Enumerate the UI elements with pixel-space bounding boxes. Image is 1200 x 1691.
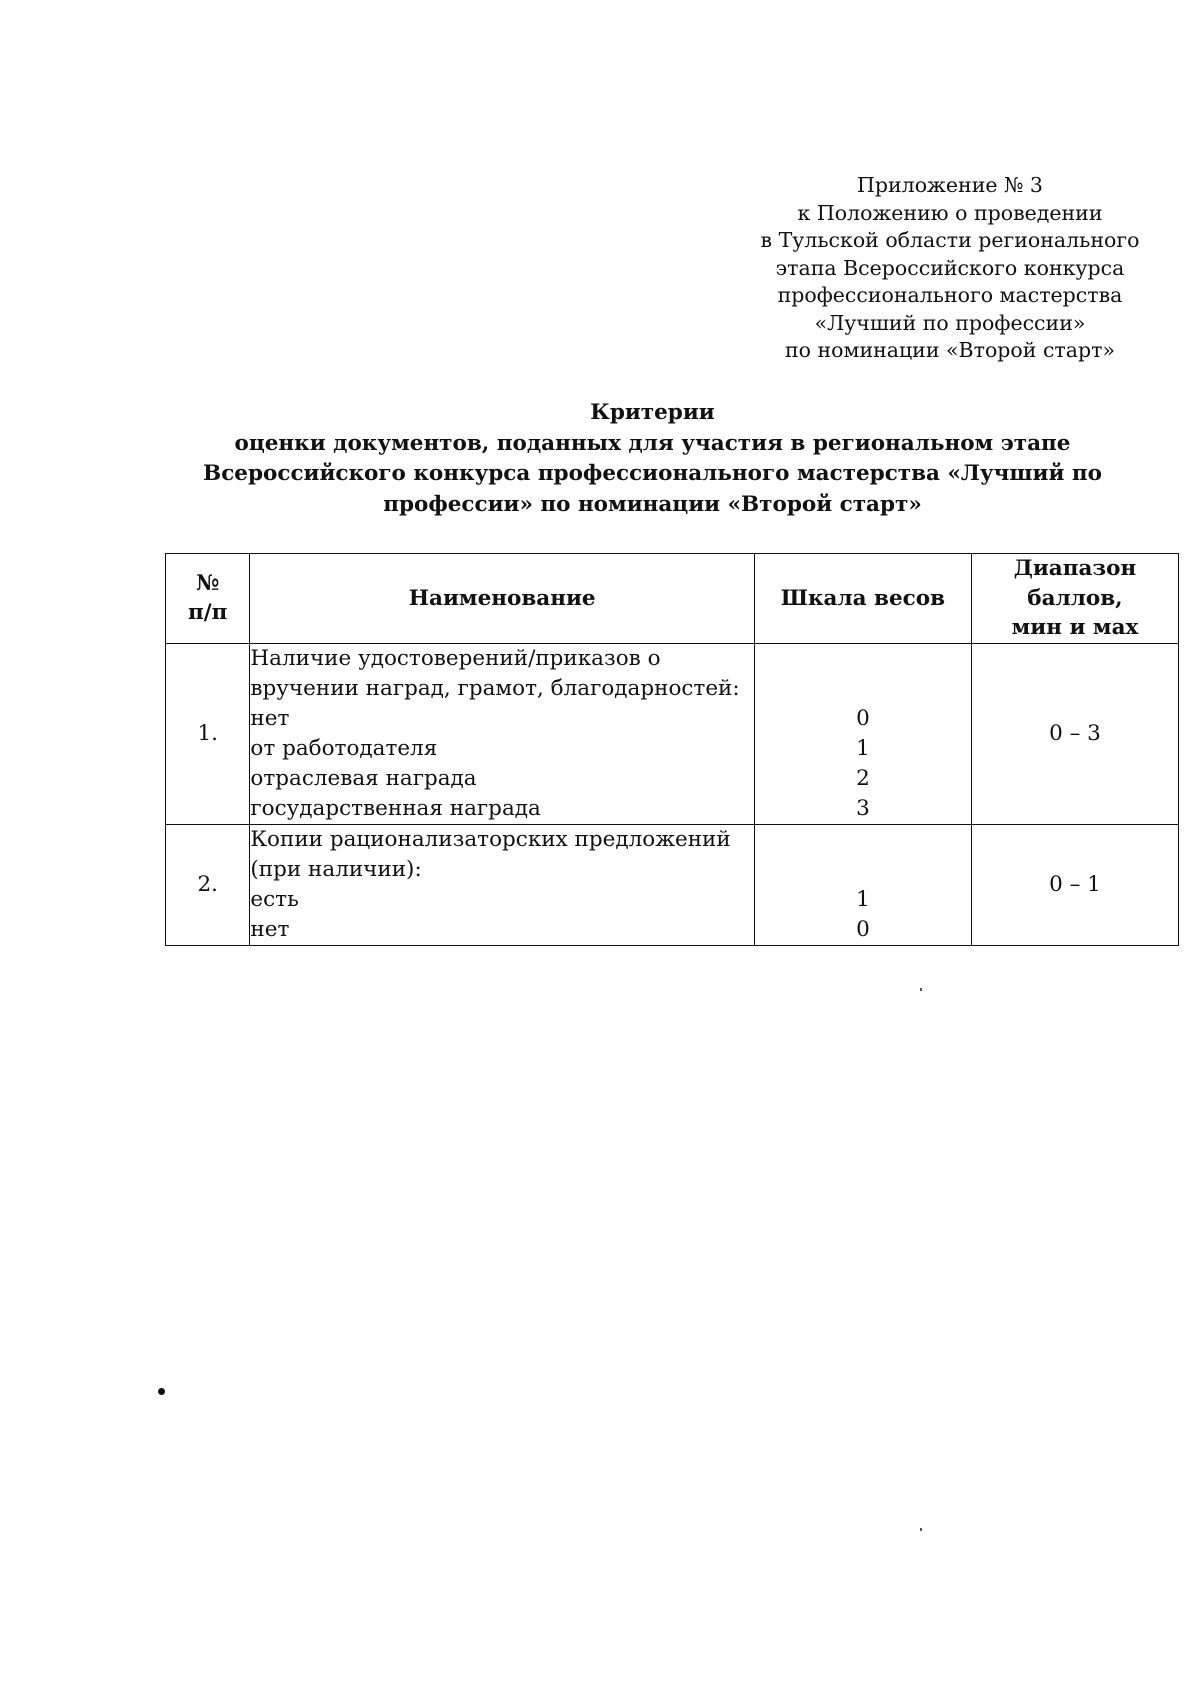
appendix-note [745, 172, 1155, 365]
appendix-line: к Положению о проведении [797, 200, 1103, 225]
appendix-line: этапа Всероссийского конкурса [775, 255, 1125, 280]
title-line: Критерии [590, 400, 715, 425]
title-line: Всероссийского конкурса профессионального мастерства «Лучший по [203, 461, 1102, 486]
row-number: 2. [166, 824, 250, 945]
header-scale: Шкала весов [754, 554, 971, 644]
table-row [166, 643, 1179, 824]
criteria-table [165, 553, 1179, 946]
title-line: оценки документов, поданных для участия в региональном этапе [234, 430, 1071, 456]
appendix-line: профессионального мастерства [777, 283, 1123, 307]
table-row [166, 824, 1179, 945]
row-scale: 1 0 [754, 824, 971, 945]
appendix-line: в Тульской области регионального [760, 228, 1140, 252]
row-name: Копии рационализаторских предложений (при наличии): есть нет [250, 824, 754, 945]
row-range: 0 – 3 [971, 643, 1178, 824]
row-range: 0 – 1 [971, 824, 1178, 945]
appendix-line: по номинации «Второй старт» [784, 338, 1116, 362]
header-name: Наименование [250, 554, 754, 644]
title-line: профессии» по номинации «Второй старт» [383, 491, 922, 517]
scan-speck [920, 988, 922, 991]
table-header-row [166, 554, 1179, 644]
row-scale: 0 1 2 3 [754, 643, 971, 824]
stray-bullet-mark [158, 1388, 165, 1395]
header-range: Диапазон баллов, мин и мах [971, 554, 1178, 644]
appendix-line: «Лучший по профессии» [814, 310, 1086, 335]
appendix-line: Приложение № 3 [857, 173, 1043, 197]
row-number: 1. [166, 643, 250, 824]
header-number: № п/п [166, 554, 250, 644]
document-title [165, 398, 1140, 520]
row-name: Наличие удостоверений/приказов о вручении наград, грамот, благодарностей: нет от работодателя отраслевая награда государственная награда [250, 643, 754, 824]
scan-speck [920, 1528, 922, 1531]
